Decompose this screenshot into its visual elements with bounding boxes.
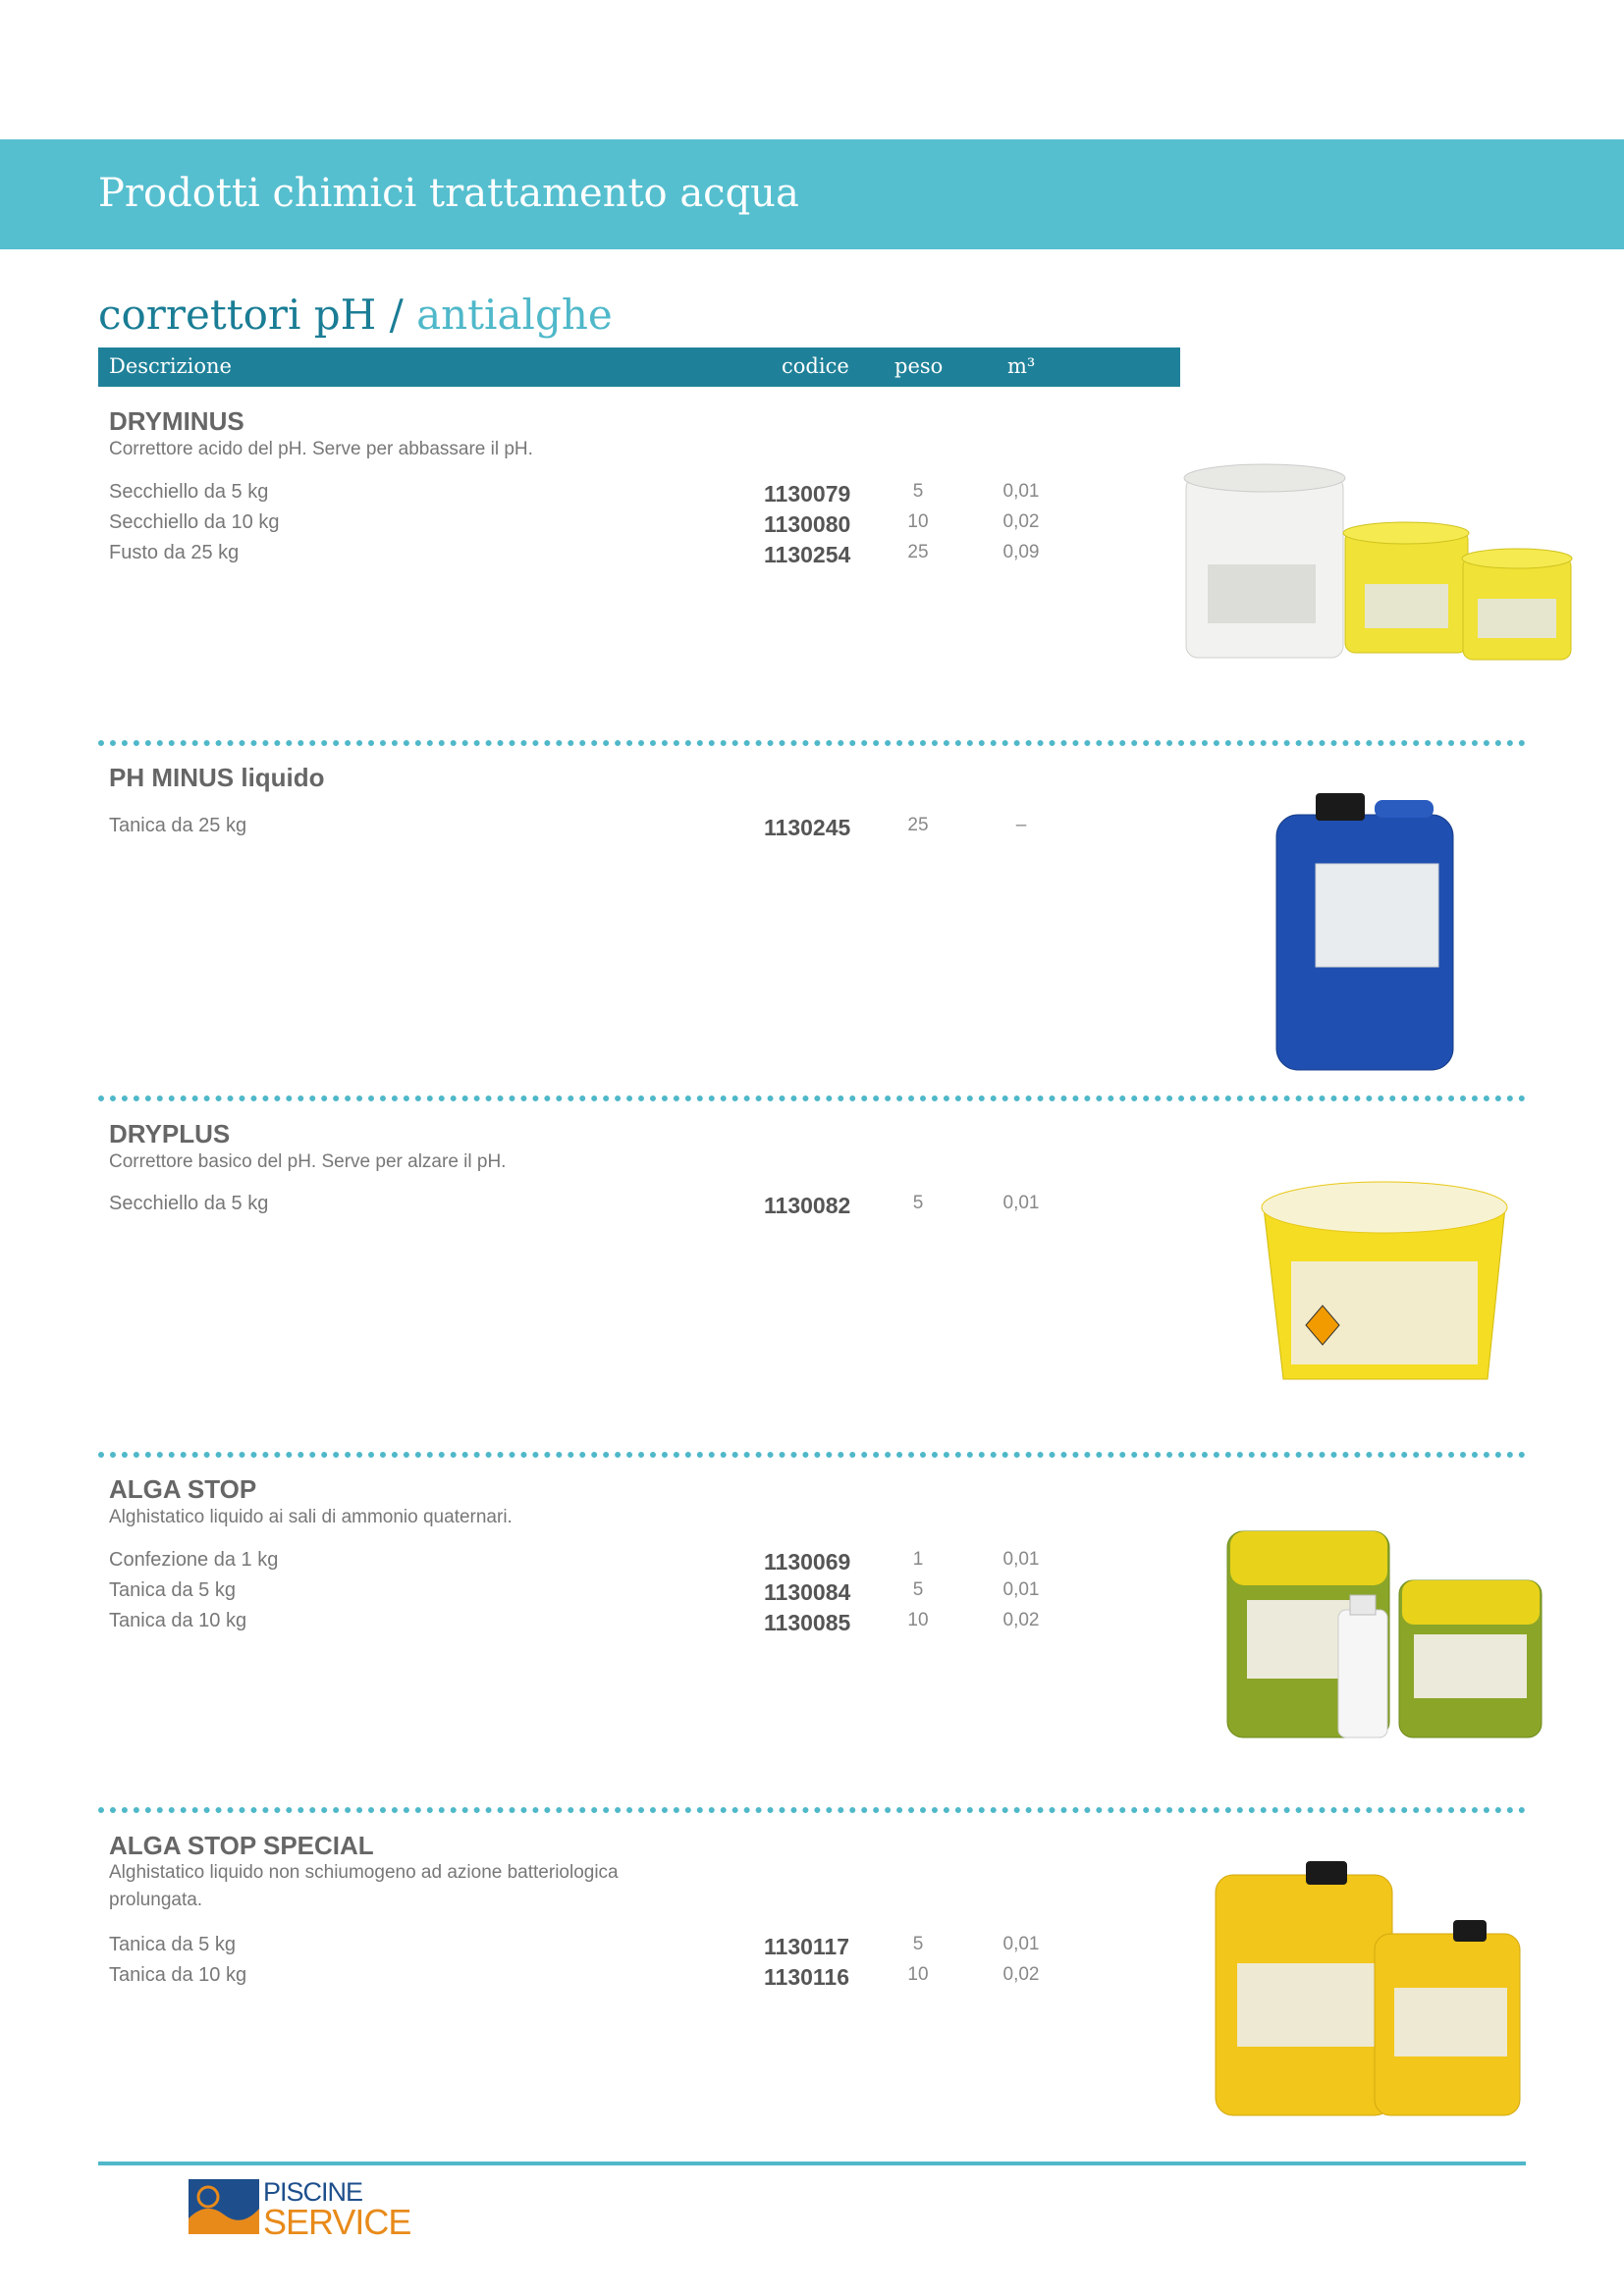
product-image-yellow-bucket xyxy=(1252,1168,1517,1394)
product-image-blue-tank xyxy=(1267,785,1463,1080)
row-label: Secchiello da 5 kg xyxy=(109,1193,269,1214)
row-label: Secchiello da 5 kg xyxy=(109,481,269,503)
row-code: 1130082 xyxy=(764,1193,851,1218)
row-code: 1130084 xyxy=(764,1579,851,1605)
row-label: Secchiello da 10 kg xyxy=(109,511,280,533)
row-code: 1130245 xyxy=(764,815,851,840)
row-peso: 10 xyxy=(907,1964,929,1985)
col-m3: m³ xyxy=(1007,354,1036,378)
row-label: Tanica da 10 kg xyxy=(109,1610,247,1631)
row-label: Tanica da 10 kg xyxy=(109,1964,247,1986)
product-image-algastop xyxy=(1222,1517,1546,1752)
product-name: PH MINUS liquido xyxy=(109,763,325,792)
row-m3: 0,01 xyxy=(1002,481,1040,502)
row-label: Tanica da 5 kg xyxy=(109,1934,236,1955)
row-m3: 0,09 xyxy=(1002,542,1040,562)
row-peso: 1 xyxy=(912,1549,924,1570)
product-desc: Correttore acido del pH. Serve per abbassare il pH. xyxy=(109,439,533,459)
row-code: 1130079 xyxy=(764,481,851,507)
row-code: 1130080 xyxy=(764,511,851,537)
product-name: ALGA STOP SPECIAL xyxy=(109,1831,374,1860)
product-desc: Correttore basico del pH. Serve per alzare il pH. xyxy=(109,1151,507,1172)
section-title-light: antialghe xyxy=(416,291,613,339)
row-code: 1130254 xyxy=(764,542,851,567)
section-title-dark: correttori pH / xyxy=(98,291,417,339)
row-peso: 5 xyxy=(912,1193,924,1213)
product-name: DRYMINUS xyxy=(109,406,244,436)
row-m3: – xyxy=(1015,815,1027,835)
logo-text-service: SERVICE xyxy=(263,2202,411,2242)
row-peso: 10 xyxy=(907,1610,929,1630)
row-label: Confezione da 1 kg xyxy=(109,1549,279,1571)
row-label: Tanica da 5 kg xyxy=(109,1579,236,1601)
page-title: Prodotti chimici trattamento acqua xyxy=(98,171,799,216)
product-name: DRYPLUS xyxy=(109,1119,231,1148)
row-code: 1130116 xyxy=(764,1964,850,1990)
piscine-service-logo-icon xyxy=(189,2179,259,2234)
row-label: Fusto da 25 kg xyxy=(109,542,240,563)
footer-line xyxy=(98,2162,1526,2165)
section-divider xyxy=(98,1452,1526,1458)
product-image-buckets xyxy=(1178,456,1581,672)
table-header xyxy=(98,347,1180,387)
product-desc: Alghistatico liquido non schiumogeno ad azione batteriologica prolungata. xyxy=(109,1862,619,1910)
row-m3: 0,01 xyxy=(1002,1934,1040,1954)
row-code: 1130117 xyxy=(764,1934,850,1959)
row-peso: 5 xyxy=(912,481,924,502)
section-title xyxy=(98,291,613,339)
col-codice: codice xyxy=(782,354,849,378)
row-code: 1130069 xyxy=(764,1549,851,1575)
row-peso: 10 xyxy=(907,511,929,532)
row-peso: 25 xyxy=(907,542,929,562)
product-image-algastop-special xyxy=(1208,1855,1532,2120)
row-peso: 5 xyxy=(912,1579,924,1600)
row-label: Tanica da 25 kg xyxy=(109,815,247,836)
product-name: ALGA STOP xyxy=(109,1474,257,1504)
row-m3: 0,01 xyxy=(1002,1193,1040,1213)
row-m3: 0,02 xyxy=(1002,511,1040,532)
row-m3: 0,02 xyxy=(1002,1610,1040,1630)
col-descrizione: Descrizione xyxy=(109,354,232,378)
logo-text-piscine: PISCINE xyxy=(263,2177,363,2207)
section-divider xyxy=(98,1807,1526,1813)
row-peso: 5 xyxy=(912,1934,924,1954)
col-peso: peso xyxy=(894,354,944,378)
row-m3: 0,01 xyxy=(1002,1579,1040,1600)
row-code: 1130085 xyxy=(764,1610,851,1635)
section-divider xyxy=(98,1095,1526,1101)
row-m3: 0,02 xyxy=(1002,1964,1040,1985)
product-desc: Alghistatico liquido ai sali di ammonio quaternari. xyxy=(109,1507,513,1527)
section-divider xyxy=(98,740,1526,746)
row-m3: 0,01 xyxy=(1002,1549,1040,1570)
row-peso: 25 xyxy=(907,815,929,835)
